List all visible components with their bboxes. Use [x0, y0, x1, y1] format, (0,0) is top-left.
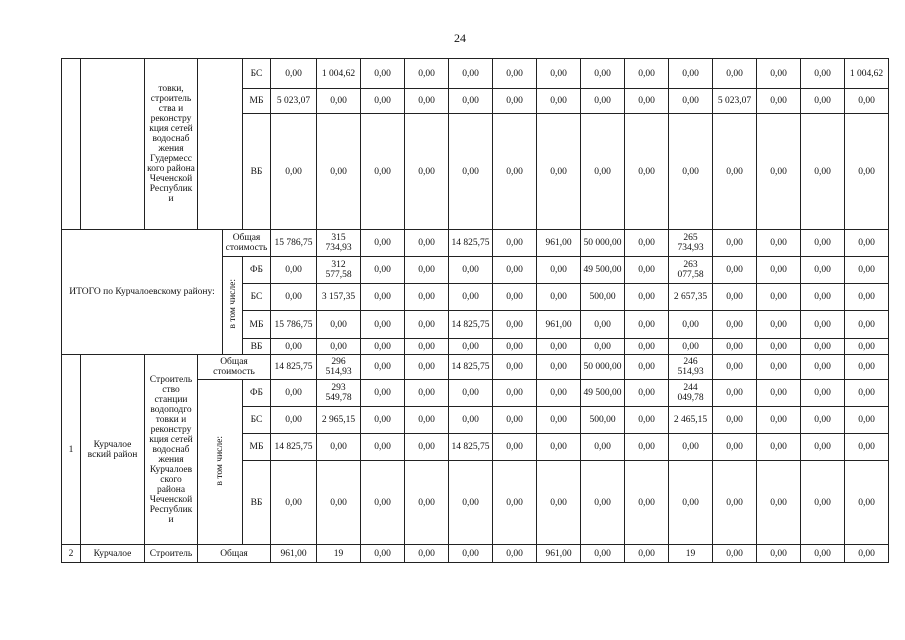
value-cell: 0,00 [405, 461, 449, 545]
table-row [62, 59, 889, 89]
value-cell: 0,00 [581, 59, 625, 89]
value-cell: 0,00 [449, 461, 493, 545]
value-cell: 0,00 [493, 355, 537, 380]
value-cell: 0,00 [625, 407, 669, 434]
value-cell: 0,00 [713, 355, 757, 380]
value-cell: 5 023,07 [713, 89, 757, 114]
value-cell: 0,00 [449, 380, 493, 407]
total-label: ИТОГО по Курчалоевскому району: [62, 230, 223, 355]
value-cell: 0,00 [449, 407, 493, 434]
value-cell: 0,00 [537, 434, 581, 461]
value-cell: 0,00 [405, 257, 449, 284]
value-cell: 312 577,58 [317, 257, 361, 284]
project-name-cell: Строитель [145, 545, 198, 563]
value-cell: 0,00 [317, 434, 361, 461]
value-cell: 2 657,35 [669, 284, 713, 311]
value-cell: 0,00 [625, 257, 669, 284]
value-cell: 0,00 [493, 434, 537, 461]
value-cell: 246 514,93 [669, 355, 713, 380]
value-cell: 19 [317, 545, 361, 563]
value-cell: 0,00 [361, 230, 405, 257]
value-cell: 0,00 [845, 339, 889, 355]
value-cell: 0,00 [845, 380, 889, 407]
value-cell: 0,00 [845, 230, 889, 257]
budget-table [61, 58, 889, 563]
value-cell: 0,00 [625, 284, 669, 311]
value-cell: 0,00 [669, 89, 713, 114]
value-cell: 0,00 [449, 114, 493, 230]
value-cell: 0,00 [625, 339, 669, 355]
value-cell: 0,00 [361, 355, 405, 380]
value-cell: 0,00 [757, 311, 801, 339]
value-cell: 0,00 [669, 461, 713, 545]
row-number-cell: 1 [62, 355, 81, 545]
value-cell: 0,00 [757, 339, 801, 355]
value-cell: 0,00 [713, 380, 757, 407]
value-cell: 293 549,78 [317, 380, 361, 407]
value-cell: 0,00 [625, 434, 669, 461]
value-cell: 0,00 [713, 545, 757, 563]
value-cell: 0,00 [801, 355, 845, 380]
source-label: БС [243, 284, 271, 311]
value-cell: 0,00 [361, 339, 405, 355]
value-cell: 244 049,78 [669, 380, 713, 407]
value-cell: 961,00 [537, 311, 581, 339]
value-cell: 0,00 [801, 311, 845, 339]
value-cell: 14 825,75 [449, 434, 493, 461]
value-cell: 0,00 [271, 339, 317, 355]
value-cell: 0,00 [801, 407, 845, 434]
source-label: МБ [243, 89, 271, 114]
value-cell: 0,00 [757, 380, 801, 407]
value-cell: 0,00 [713, 311, 757, 339]
value-cell: 2 965,15 [317, 407, 361, 434]
value-cell: 14 825,75 [449, 311, 493, 339]
value-cell: 0,00 [271, 59, 317, 89]
value-cell: 0,00 [271, 284, 317, 311]
value-cell: 0,00 [581, 311, 625, 339]
value-cell: 0,00 [625, 311, 669, 339]
value-cell: 0,00 [581, 461, 625, 545]
value-cell: 961,00 [537, 230, 581, 257]
value-cell: 0,00 [801, 257, 845, 284]
value-cell: 0,00 [757, 434, 801, 461]
value-cell: 0,00 [361, 545, 405, 563]
value-cell: 0,00 [581, 89, 625, 114]
value-cell: 0,00 [845, 407, 889, 434]
value-cell: 49 500,00 [581, 257, 625, 284]
value-cell: 0,00 [757, 545, 801, 563]
table-row [62, 545, 889, 563]
value-cell: 0,00 [757, 355, 801, 380]
value-cell: 50 000,00 [581, 230, 625, 257]
source-label: МБ [243, 311, 271, 339]
value-cell: 0,00 [801, 89, 845, 114]
source-label: ВБ [243, 114, 271, 230]
value-cell: 0,00 [757, 284, 801, 311]
value-cell: 0,00 [317, 311, 361, 339]
district-cell: Курчалое вский район [81, 355, 145, 545]
value-cell: 0,00 [625, 230, 669, 257]
value-cell: 0,00 [405, 434, 449, 461]
value-cell: 0,00 [449, 339, 493, 355]
value-cell: 1 004,62 [845, 59, 889, 89]
vtom-cell [198, 59, 243, 230]
value-cell: 0,00 [317, 339, 361, 355]
value-cell: 0,00 [581, 114, 625, 230]
value-cell: 0,00 [625, 59, 669, 89]
value-cell: 0,00 [801, 59, 845, 89]
value-cell: 0,00 [361, 461, 405, 545]
value-cell: 0,00 [361, 407, 405, 434]
vtom-cell [223, 257, 243, 355]
value-cell: 0,00 [537, 89, 581, 114]
value-cell: 0,00 [537, 407, 581, 434]
value-cell: 0,00 [757, 114, 801, 230]
value-cell: 0,00 [449, 89, 493, 114]
value-cell: 500,00 [581, 407, 625, 434]
value-cell: 0,00 [537, 59, 581, 89]
value-cell: 0,00 [713, 284, 757, 311]
value-cell: 15 786,75 [271, 230, 317, 257]
value-cell: 0,00 [493, 339, 537, 355]
value-cell: 0,00 [405, 89, 449, 114]
value-cell: 961,00 [271, 545, 317, 563]
vtom-cell [198, 380, 243, 545]
value-cell: 0,00 [271, 407, 317, 434]
value-cell: 0,00 [625, 461, 669, 545]
district-cell: Курчалое [81, 545, 145, 563]
value-cell: 0,00 [361, 59, 405, 89]
source-label: БС [243, 59, 271, 89]
value-cell: 0,00 [537, 461, 581, 545]
value-cell: 0,00 [493, 89, 537, 114]
table-row [62, 230, 889, 257]
value-cell: 0,00 [801, 461, 845, 545]
vtom-label: в том числе: [215, 435, 225, 486]
value-cell: 0,00 [669, 59, 713, 89]
value-cell: 1 004,62 [317, 59, 361, 89]
value-cell: 0,00 [669, 311, 713, 339]
source-label: ВБ [243, 461, 271, 545]
value-cell: 0,00 [317, 89, 361, 114]
value-cell: 0,00 [361, 434, 405, 461]
value-cell: 0,00 [537, 284, 581, 311]
value-cell: 0,00 [361, 311, 405, 339]
value-cell: 0,00 [493, 380, 537, 407]
value-cell: 265 734,93 [669, 230, 713, 257]
value-cell: 0,00 [361, 284, 405, 311]
value-cell: 0,00 [537, 380, 581, 407]
table-row [62, 355, 889, 380]
value-cell: 0,00 [713, 257, 757, 284]
source-label: ФБ [243, 380, 271, 407]
value-cell: 0,00 [537, 257, 581, 284]
value-cell: 0,00 [845, 114, 889, 230]
value-cell: 5 023,07 [271, 89, 317, 114]
value-cell: 0,00 [581, 339, 625, 355]
value-cell: 14 825,75 [271, 355, 317, 380]
page-number: 24 [454, 31, 466, 45]
value-cell: 961,00 [537, 545, 581, 563]
value-cell: 0,00 [801, 380, 845, 407]
value-cell: 0,00 [669, 114, 713, 230]
value-cell: 14 825,75 [449, 230, 493, 257]
value-cell: 0,00 [405, 355, 449, 380]
source-label: БС [243, 407, 271, 434]
value-cell: 0,00 [845, 89, 889, 114]
value-cell: 0,00 [845, 545, 889, 563]
value-cell: 0,00 [845, 434, 889, 461]
value-cell: 0,00 [493, 59, 537, 89]
value-cell: 0,00 [493, 545, 537, 563]
value-cell: 0,00 [449, 284, 493, 311]
district-cell [81, 59, 145, 230]
value-cell: 0,00 [757, 257, 801, 284]
value-cell: 500,00 [581, 284, 625, 311]
value-cell: 0,00 [271, 257, 317, 284]
value-cell: 0,00 [361, 114, 405, 230]
value-cell: 0,00 [801, 114, 845, 230]
value-cell: 0,00 [669, 434, 713, 461]
value-cell: 0,00 [493, 284, 537, 311]
value-cell: 0,00 [845, 284, 889, 311]
value-cell: 49 500,00 [581, 380, 625, 407]
value-cell: 0,00 [713, 230, 757, 257]
value-cell: 315 734,93 [317, 230, 361, 257]
project-name-cell: товки, строитель ства и реконстру кция сетей водоснаб жения Гудермесс кого района Чеченской Республик и [145, 59, 198, 230]
value-cell: 0,00 [757, 461, 801, 545]
value-cell: 0,00 [493, 461, 537, 545]
value-cell: 0,00 [757, 89, 801, 114]
value-cell: 15 786,75 [271, 311, 317, 339]
value-cell: 296 514,93 [317, 355, 361, 380]
value-cell: 0,00 [713, 407, 757, 434]
value-cell: 0,00 [801, 434, 845, 461]
value-cell: 0,00 [405, 59, 449, 89]
value-cell: 0,00 [317, 461, 361, 545]
value-cell: 2 465,15 [669, 407, 713, 434]
value-cell: 0,00 [713, 434, 757, 461]
value-cell: 0,00 [625, 545, 669, 563]
value-cell: 0,00 [581, 545, 625, 563]
value-cell: 0,00 [713, 339, 757, 355]
source-label: МБ [243, 434, 271, 461]
value-cell: 0,00 [405, 114, 449, 230]
value-cell: 0,00 [625, 355, 669, 380]
value-cell: 0,00 [405, 230, 449, 257]
value-cell: 14 825,75 [271, 434, 317, 461]
value-cell: 0,00 [801, 339, 845, 355]
total-cost-label: Общая стоимость [198, 355, 271, 380]
value-cell: 0,00 [537, 339, 581, 355]
value-cell: 0,00 [845, 257, 889, 284]
value-cell: 0,00 [713, 461, 757, 545]
value-cell: 263 077,58 [669, 257, 713, 284]
value-cell: 3 157,35 [317, 284, 361, 311]
value-cell: 0,00 [625, 114, 669, 230]
total-cost-label: Общая стоимость [223, 230, 271, 257]
value-cell: 0,00 [405, 407, 449, 434]
value-cell: 0,00 [271, 114, 317, 230]
value-cell: 0,00 [405, 380, 449, 407]
value-cell: 14 825,75 [449, 355, 493, 380]
value-cell: 50 000,00 [581, 355, 625, 380]
value-cell: 0,00 [625, 89, 669, 114]
vtom-label: в том числе: [227, 279, 238, 329]
value-cell: 0,00 [493, 407, 537, 434]
value-cell: 0,00 [361, 257, 405, 284]
value-cell: 0,00 [449, 257, 493, 284]
value-cell: 0,00 [493, 311, 537, 339]
value-cell: 0,00 [449, 545, 493, 563]
row-number-cell: 2 [62, 545, 81, 563]
value-cell: 0,00 [537, 114, 581, 230]
value-cell: 0,00 [493, 230, 537, 257]
value-cell: 0,00 [405, 311, 449, 339]
value-cell: 0,00 [271, 380, 317, 407]
value-cell: 0,00 [845, 461, 889, 545]
value-cell: 0,00 [625, 380, 669, 407]
value-cell: 0,00 [361, 89, 405, 114]
value-cell: 0,00 [713, 59, 757, 89]
value-cell: 0,00 [271, 461, 317, 545]
value-cell: 0,00 [757, 407, 801, 434]
value-cell: 0,00 [757, 230, 801, 257]
value-cell: 0,00 [801, 284, 845, 311]
total-cost-label: Общая [198, 545, 271, 563]
value-cell: 0,00 [581, 434, 625, 461]
value-cell: 0,00 [845, 355, 889, 380]
value-cell: 0,00 [317, 114, 361, 230]
value-cell: 0,00 [405, 339, 449, 355]
value-cell: 0,00 [757, 59, 801, 89]
value-cell: 0,00 [449, 59, 493, 89]
value-cell: 0,00 [361, 380, 405, 407]
value-cell: 0,00 [405, 284, 449, 311]
value-cell: 0,00 [801, 230, 845, 257]
value-cell: 0,00 [493, 114, 537, 230]
value-cell: 0,00 [669, 339, 713, 355]
source-label: ФБ [243, 257, 271, 284]
value-cell: 0,00 [537, 355, 581, 380]
value-cell: 0,00 [801, 545, 845, 563]
project-name-cell: Строитель ство станции водоподго товки и реконстру кция сетей водоснаб жения Курчалоев ского района Чеченской Республик и [145, 355, 198, 545]
value-cell: 0,00 [405, 545, 449, 563]
value-cell: 19 [669, 545, 713, 563]
value-cell: 0,00 [713, 114, 757, 230]
row-number-cell [62, 59, 81, 230]
source-label: ВБ [243, 339, 271, 355]
value-cell: 0,00 [845, 311, 889, 339]
value-cell: 0,00 [493, 257, 537, 284]
